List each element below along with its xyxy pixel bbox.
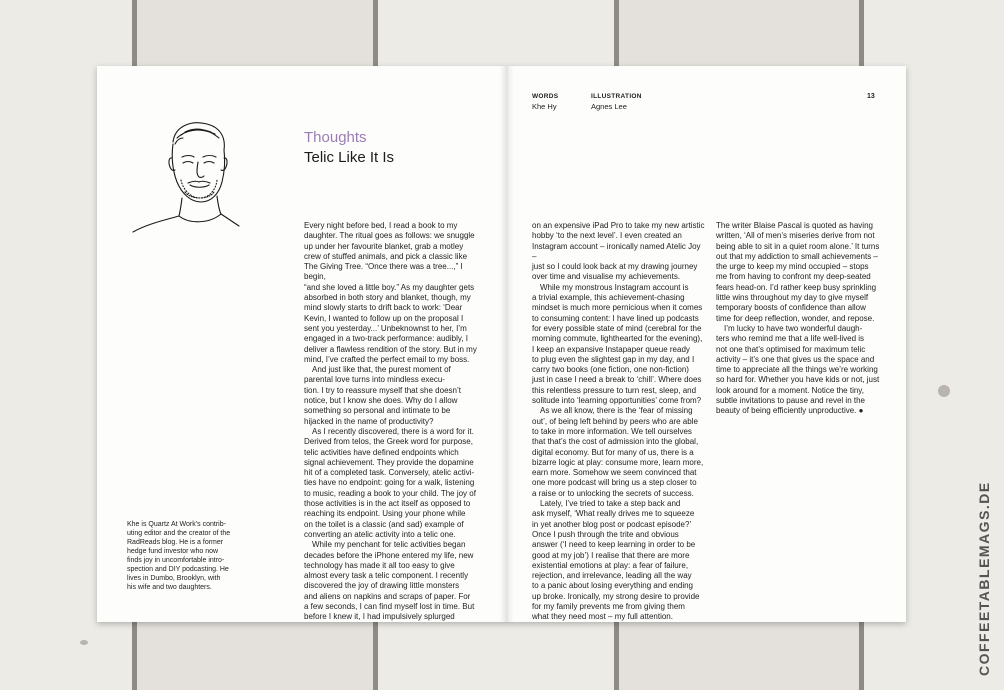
text-line: and aliens on napkins and scraps of paper. For [304,591,471,601]
text-line: not one that’s optimised for maximum telic [716,344,866,354]
text-line: a few seconds, I can find myself lost in time. But [304,601,475,611]
text-line: those activities is in the act itself as opposed to [304,499,471,509]
text-line: out that my addiction to small achievements – [716,251,878,261]
text-line: converting an atelic activity into a telic one. [304,529,456,539]
words-credit-label: WORDS [532,93,559,100]
illustration-credit-label: ILLUSTRATION [591,93,642,100]
text-line: I’m lucky to have two wonderful daugh- [724,323,863,333]
text-line: daughter. The ritual goes as follows: we snuggle [304,231,475,241]
text-line: decades before the iPhone entered my life, new [304,550,474,560]
text-line: mindset is much more pernicious when it comes [532,303,703,313]
text-line: ters who remind me that a life well-lived is [716,334,865,344]
author-bio [127,520,231,592]
article-column-2 [532,221,706,623]
text-line: Instagram account – ironically named Atelic Joy – [532,241,701,261]
article-column-1 [304,221,478,623]
bio-line: spection and DIY podcasting. He [127,566,229,573]
text-line: a raise or to unlocking the secrets of success. [532,488,694,498]
text-line: telic activities have defined endpoints which [304,447,459,457]
text-line: good at my job’) I realise that there are more [532,550,690,560]
article-paragraph [532,499,706,623]
text-line: the urge to keep my mind occupied – stops [716,262,869,272]
text-line: to music, reading a book to your child. The joy of [304,488,476,498]
text-line: what they need most – my full attention. [532,612,673,622]
text-line: While my monstrous Instagram account is [540,282,689,292]
text-line: me from having to confront my deep-seated [716,272,871,282]
text-line: While my penchant for telic activities began [312,540,466,550]
page-gutter [500,66,514,622]
text-line: Kevin, I wanted to follow up on the proposal I [304,313,464,323]
text-line: time to appreciate all the things we’re working [716,365,878,375]
text-line: before I knew it, I had impulsively splurged [304,612,455,622]
text-line: existential emotions at play: a fear of failure, [532,560,689,570]
text-line: temporary boosts of confidence than allow [716,303,866,313]
text-line: solitude into ‘learning opportunities’ come from? [532,396,702,406]
words-credit-name: Khe Hy [532,102,557,111]
bio-line: RadReads blog. He is a former [127,539,224,546]
article-paragraph [532,283,706,407]
text-line: earn more. Somehow we seem convinced that [532,468,697,478]
text-line: digital economy. But for many of us, there is a [532,447,694,457]
text-line: something so personal and intimate to be [304,406,451,416]
text-line: technology has made it all too easy to give [304,560,455,570]
text-line: subtle invitations to pause and revel in the [716,396,865,406]
text-line: As we all know, there is the ‘fear of missing [540,406,693,416]
text-line: Lately, I’ve tried to take a step back and [540,499,681,509]
text-line: mind, I’ve crafted the perfect email to my boss. [304,354,470,364]
text-line: hobby ‘to the next level’. I even created an [532,231,682,241]
text-line: being able to sit in a quiet room alone.’ It turns [716,241,880,251]
text-line: deliver a flawless rendition of the story. But in my [304,344,477,354]
text-line: morning commute, lighthearted for the evening), [532,334,703,344]
text-line: little wins throughout my day to give myself [716,293,869,303]
text-line: And just like that, the purest moment of [312,365,451,375]
text-line: engaged in a two-track performance: audibly, I [304,334,468,344]
article-column-3 [716,221,890,417]
text-line: rejection, and irrelevance, leading all the way [532,571,692,581]
text-line: look around for a moment. Notice the tiny, [716,385,864,395]
text-line: reaching its endpoint. Using your phone while [304,509,466,519]
article-paragraph [304,365,478,427]
text-line: to plug even the slightest gap in my day, and I [532,354,695,364]
text-line: in yet another blog post or podcast episode?’ [532,519,692,529]
text-line: “and she loved a little boy.” As my daughter gets [304,282,475,292]
text-line: beauty of being efficiently unproductive. ● [716,406,864,416]
text-line: that that’s the cost of admission into the global, [532,437,699,447]
article-paragraph [532,406,706,499]
bio-line: hedge fund investor who now [127,548,219,555]
text-line: Derived from telos, the Greek word for purpose, [304,437,473,447]
text-line: a trivial example, this achievement-chasing [532,293,685,303]
text-line: time for deep reflection, wonder, and repose. [716,313,875,323]
text-line: sent you yesterday...’ Unbeknownst to her, I’m [304,323,467,333]
text-line: activity – it’s one that gives us the space and [716,354,875,364]
article-paragraph [532,221,706,283]
text-line: Once I push through the trite and obvious [532,529,679,539]
text-line: out’, of being left behind by peers who are able [532,416,698,426]
text-line: hijacked in the name of productivity? [304,416,434,426]
text-line: crew of stuffed animals, and pick a classic like [304,251,468,261]
text-line: up under her favourite blanket, grab a motley [304,241,464,251]
text-line: almost every task a telic component. I recently [304,571,469,581]
article-paragraph [716,324,890,417]
text-line: to a panic about losing everything and ending [532,581,694,591]
article-paragraph [304,540,478,622]
article-headline: Telic Like It Is [304,149,395,166]
text-line: Every night before bed, I read a book to my [304,221,458,230]
text-line: written, ‘All of men’s miseries derive from not [716,231,875,241]
text-line: tion. I try to reassure myself that she doesn’t [304,385,461,395]
text-line: signal achievement. They provide the dopamine [304,457,474,467]
text-line: just in case I need a break to ‘chill’. Where does [532,375,702,385]
text-line: As I recently discovered, there is a word for it. [312,426,474,436]
text-line: bizarre logic at play: consume more, learn more, [532,457,704,467]
text-line: just so I could look back at my drawing journey [532,262,698,272]
text-line: one more podcast will bring us a step closer to [532,478,697,488]
author-portrait-illustration [125,114,245,236]
article-kicker: Thoughts [304,129,367,146]
text-line: fears head-on. I’d rather keep busy sprinkling [716,282,877,292]
bio-line: uting editor and the creator of the [127,530,231,537]
text-line: The Giving Tree. “Once there was a tree...,” I begin, [304,262,463,282]
text-line: I keep an expansive Instapaper queue ready [532,344,690,354]
text-line: to take in more information. We tell ourselves [532,426,692,436]
page-number: 13 [867,93,875,100]
text-line: answer (‘I need to keep learning in order to be [532,540,696,550]
bio-line: his wife and two daughters. [127,584,212,591]
text-line: carry two books (one fiction, one non-fiction) [532,365,689,375]
text-line: over time and visualise my achievements. [532,272,681,282]
text-line: to consuming content: I have lined up podcasts [532,313,699,323]
text-line: for every possible state of mind (cerebral for the [532,323,702,333]
text-line: parental love turns into mindless execu- [304,375,445,385]
text-line: up broke. Ironically, my strong desire to provide [532,591,700,601]
magazine-spread [97,66,906,622]
text-line: for my family prevents me from giving them [532,601,685,611]
site-watermark: COFFEETABLEMAGS.DE [976,481,992,676]
text-line: ties have no endpoint: going for a walk, listening [304,478,475,488]
text-line: notice, but I know she does. Why do I allow [304,396,458,406]
bio-line: finds joy in uncomfortable intro- [127,557,225,564]
text-line: absorbed in both story and blanket, though, my [304,293,471,303]
text-line: The writer Blaise Pascal is quoted as having [716,221,873,230]
article-paragraph [304,221,478,365]
text-line: so hard for. Whether you have kids or not, just [716,375,880,385]
text-line: hit of a completed task. Conversely, atelic activi- [304,468,475,478]
text-line: on the toilet is a classic (and sad) example of [304,519,464,529]
article-paragraph [304,427,478,540]
text-line: on an expensive iPad Pro to take my new artistic [532,221,705,230]
text-line: ask myself, ‘What really drives me to squeeze [532,509,695,519]
bio-line: lives in Dumbo, Brooklyn, with [127,575,221,582]
illustration-credit-name: Agnes Lee [591,102,627,111]
text-line: discovered the joy of drawing little monsters [304,581,460,591]
bio-line: Khe is Quartz At Work’s contrib- [127,521,226,528]
article-paragraph [716,221,890,324]
text-line: mind slowly starts to drift back to work: ‘Dear [304,303,463,313]
text-line: this relentless pressure to turn rest, sleep, and [532,385,697,395]
